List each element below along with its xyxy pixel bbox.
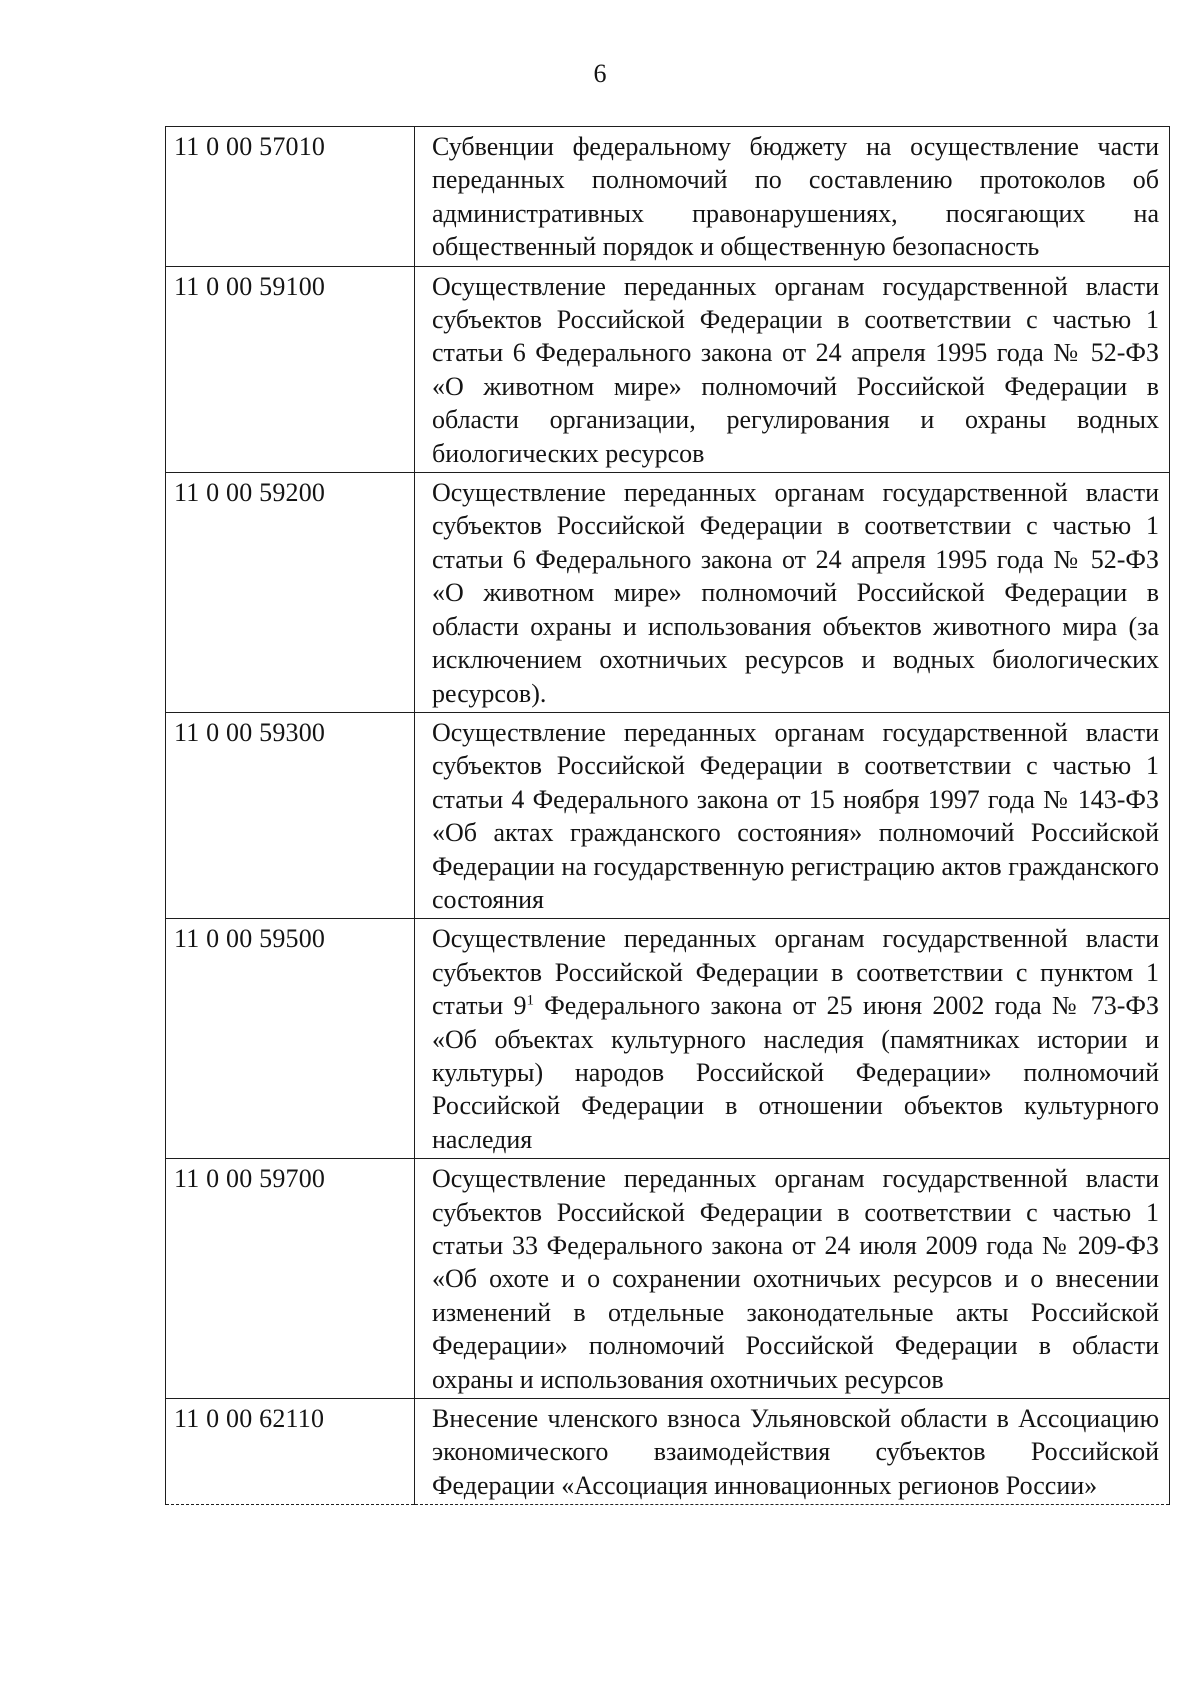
row-code: 11 0 00 57010 (166, 127, 415, 267)
table-row (166, 1399, 1170, 1505)
row-description: Субвенции федеральному бюджету на осуществление части переданных полномочий по составлению протоколов об административных правонарушениях, посягающих на общественный порядок и общественную безопасность (415, 127, 1170, 267)
row-code: 11 0 00 62110 (166, 1399, 415, 1505)
superscript-index: 1 (526, 992, 534, 1009)
table-row (166, 127, 1170, 267)
row-description: Внесение членского взноса Ульяновской области в Ассоциацию экономического взаимодействия субъектов Российской Федерации «Ассоциация инновационных регионов России» (415, 1399, 1170, 1505)
page-number: 6 (593, 59, 607, 88)
row-description: Осуществление переданных органам государственной власти субъектов Российской Федерации в соответствии с частью 1 статьи 33 Федерального закона от 24 июля 2009 года № 209-ФЗ «Об охоте и о сохранении охотничьих ресурсов и о внесении изменений в отдельные законодательные акты Российской Федерации» полномочий Российской Федерации в области охраны и использования охотничьих ресурсов (415, 1159, 1170, 1399)
row-code: 11 0 00 59200 (166, 473, 415, 713)
row-code: 11 0 00 59700 (166, 1159, 415, 1399)
budget-codes-table (165, 126, 1170, 1505)
row-description-part: Федерального закона от 25 июня 2002 года № 73-ФЗ «Об объектах культурного наследия (памятниках истории и культуры) народов Российской Федерации» полномочий Российской Федерации в отношении объектов культурного наследия (432, 991, 1159, 1154)
row-description: Осуществление переданных органам государственной власти субъектов Российской Федерации в соответствии с частью 1 статьи 6 Федерального закона от 24 апреля 1995 года № 52-ФЗ «О животном мире» полномочий Российской Федерации в области организации, регулирования и охраны водных биологических ресурсов (415, 266, 1170, 472)
row-code: 11 0 00 59300 (166, 712, 415, 918)
row-code: 11 0 00 59500 (166, 919, 415, 1159)
table-row (166, 1159, 1170, 1399)
table-row (166, 473, 1170, 713)
row-description: Осуществление переданных органам государственной власти субъектов Российской Федерации в соответствии с частью 1 статьи 6 Федерального закона от 24 апреля 1995 года № 52-ФЗ «О животном мире» полномочий Российской Федерации в области охраны и использования объектов животного мира (за исключением охотничьих ресурсов и водных биологических ресурсов). (415, 473, 1170, 713)
row-code: 11 0 00 59100 (166, 266, 415, 472)
row-description: Осуществление переданных органам государственной власти субъектов Российской Федерации в соответствии с частью 1 статьи 4 Федерального закона от 15 ноября 1997 года № 143-ФЗ «Об актах гражданского состояния» полномочий Российской Федерации на государственную регистрацию актов гражданского состояния (415, 712, 1170, 918)
table-row (166, 266, 1170, 472)
row-description-part: Осуществление переданных органам государственной власти субъектов Российской Федерации в соответствии с пунктом 1 статьи 9 (432, 924, 1159, 1021)
table-row (166, 919, 1170, 1159)
row-description (415, 919, 1170, 1159)
table-row (166, 712, 1170, 918)
